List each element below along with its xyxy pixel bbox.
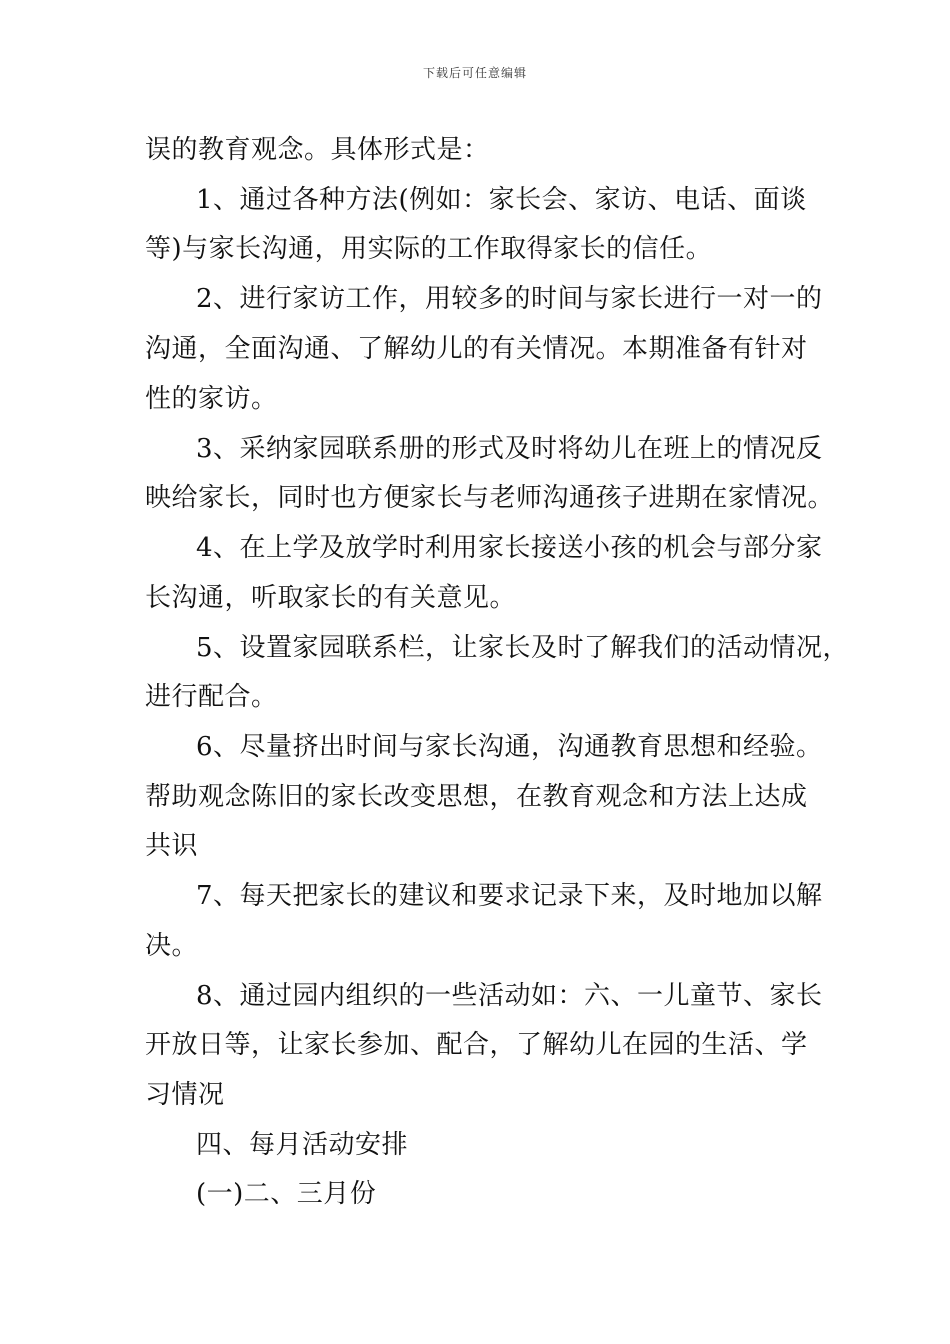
text-line: 性的家访。: [145, 384, 278, 414]
text-line: 共识: [145, 831, 199, 861]
section-heading: 四、每月活动安排: [196, 1130, 409, 1160]
text-line: 等)与家长沟通，用实际的工作取得家长的信任。: [145, 234, 713, 264]
text-line: 4、在上学及放学时利用家长接送小孩的机会与部分家: [196, 533, 823, 563]
text-line: 7、每天把家长的建议和要求记录下来，及时地加以解: [196, 881, 823, 911]
text-line: 映给家长，同时也方便家长与老师沟通孩子进期在家情况。: [145, 483, 835, 513]
text-line: 1、通过各种方法(例如：家长会、家访、电话、面谈: [196, 185, 807, 215]
text-line: 进行配合。: [145, 682, 278, 712]
text-line: 3、采纳家园联系册的形式及时将幼儿在班上的情况反: [196, 434, 823, 464]
text-line: 长沟通，听取家长的有关意见。: [145, 583, 517, 613]
text-line: 帮助观念陈旧的家长改变思想，在教育观念和方法上达成: [145, 782, 808, 812]
page-header-note: 下载后可任意编辑: [422, 66, 527, 80]
text-line: 沟通，全面沟通、了解幼儿的有关情况。本期准备有针对: [145, 334, 808, 364]
text-line: 8、通过园内组织的一些活动如：六、一儿童节、家长: [196, 981, 823, 1011]
text-line: 2、进行家访工作，用较多的时间与家长进行一对一的: [196, 284, 823, 314]
text-line: 开放日等，让家长参加、配合，了解幼儿在园的生活、学: [145, 1030, 808, 1060]
text-line: 误的教育观念。具体形式是：: [145, 135, 490, 165]
text-line: 6、尽量挤出时间与家长沟通，沟通教育思想和经验。: [196, 732, 823, 762]
subsection-heading: (一)二、三月份: [196, 1179, 377, 1209]
text-line: 决。: [145, 931, 199, 961]
text-line: 习情况: [145, 1080, 225, 1110]
text-line: 5、设置家园联系栏，让家长及时了解我们的活动情况，: [196, 633, 850, 663]
